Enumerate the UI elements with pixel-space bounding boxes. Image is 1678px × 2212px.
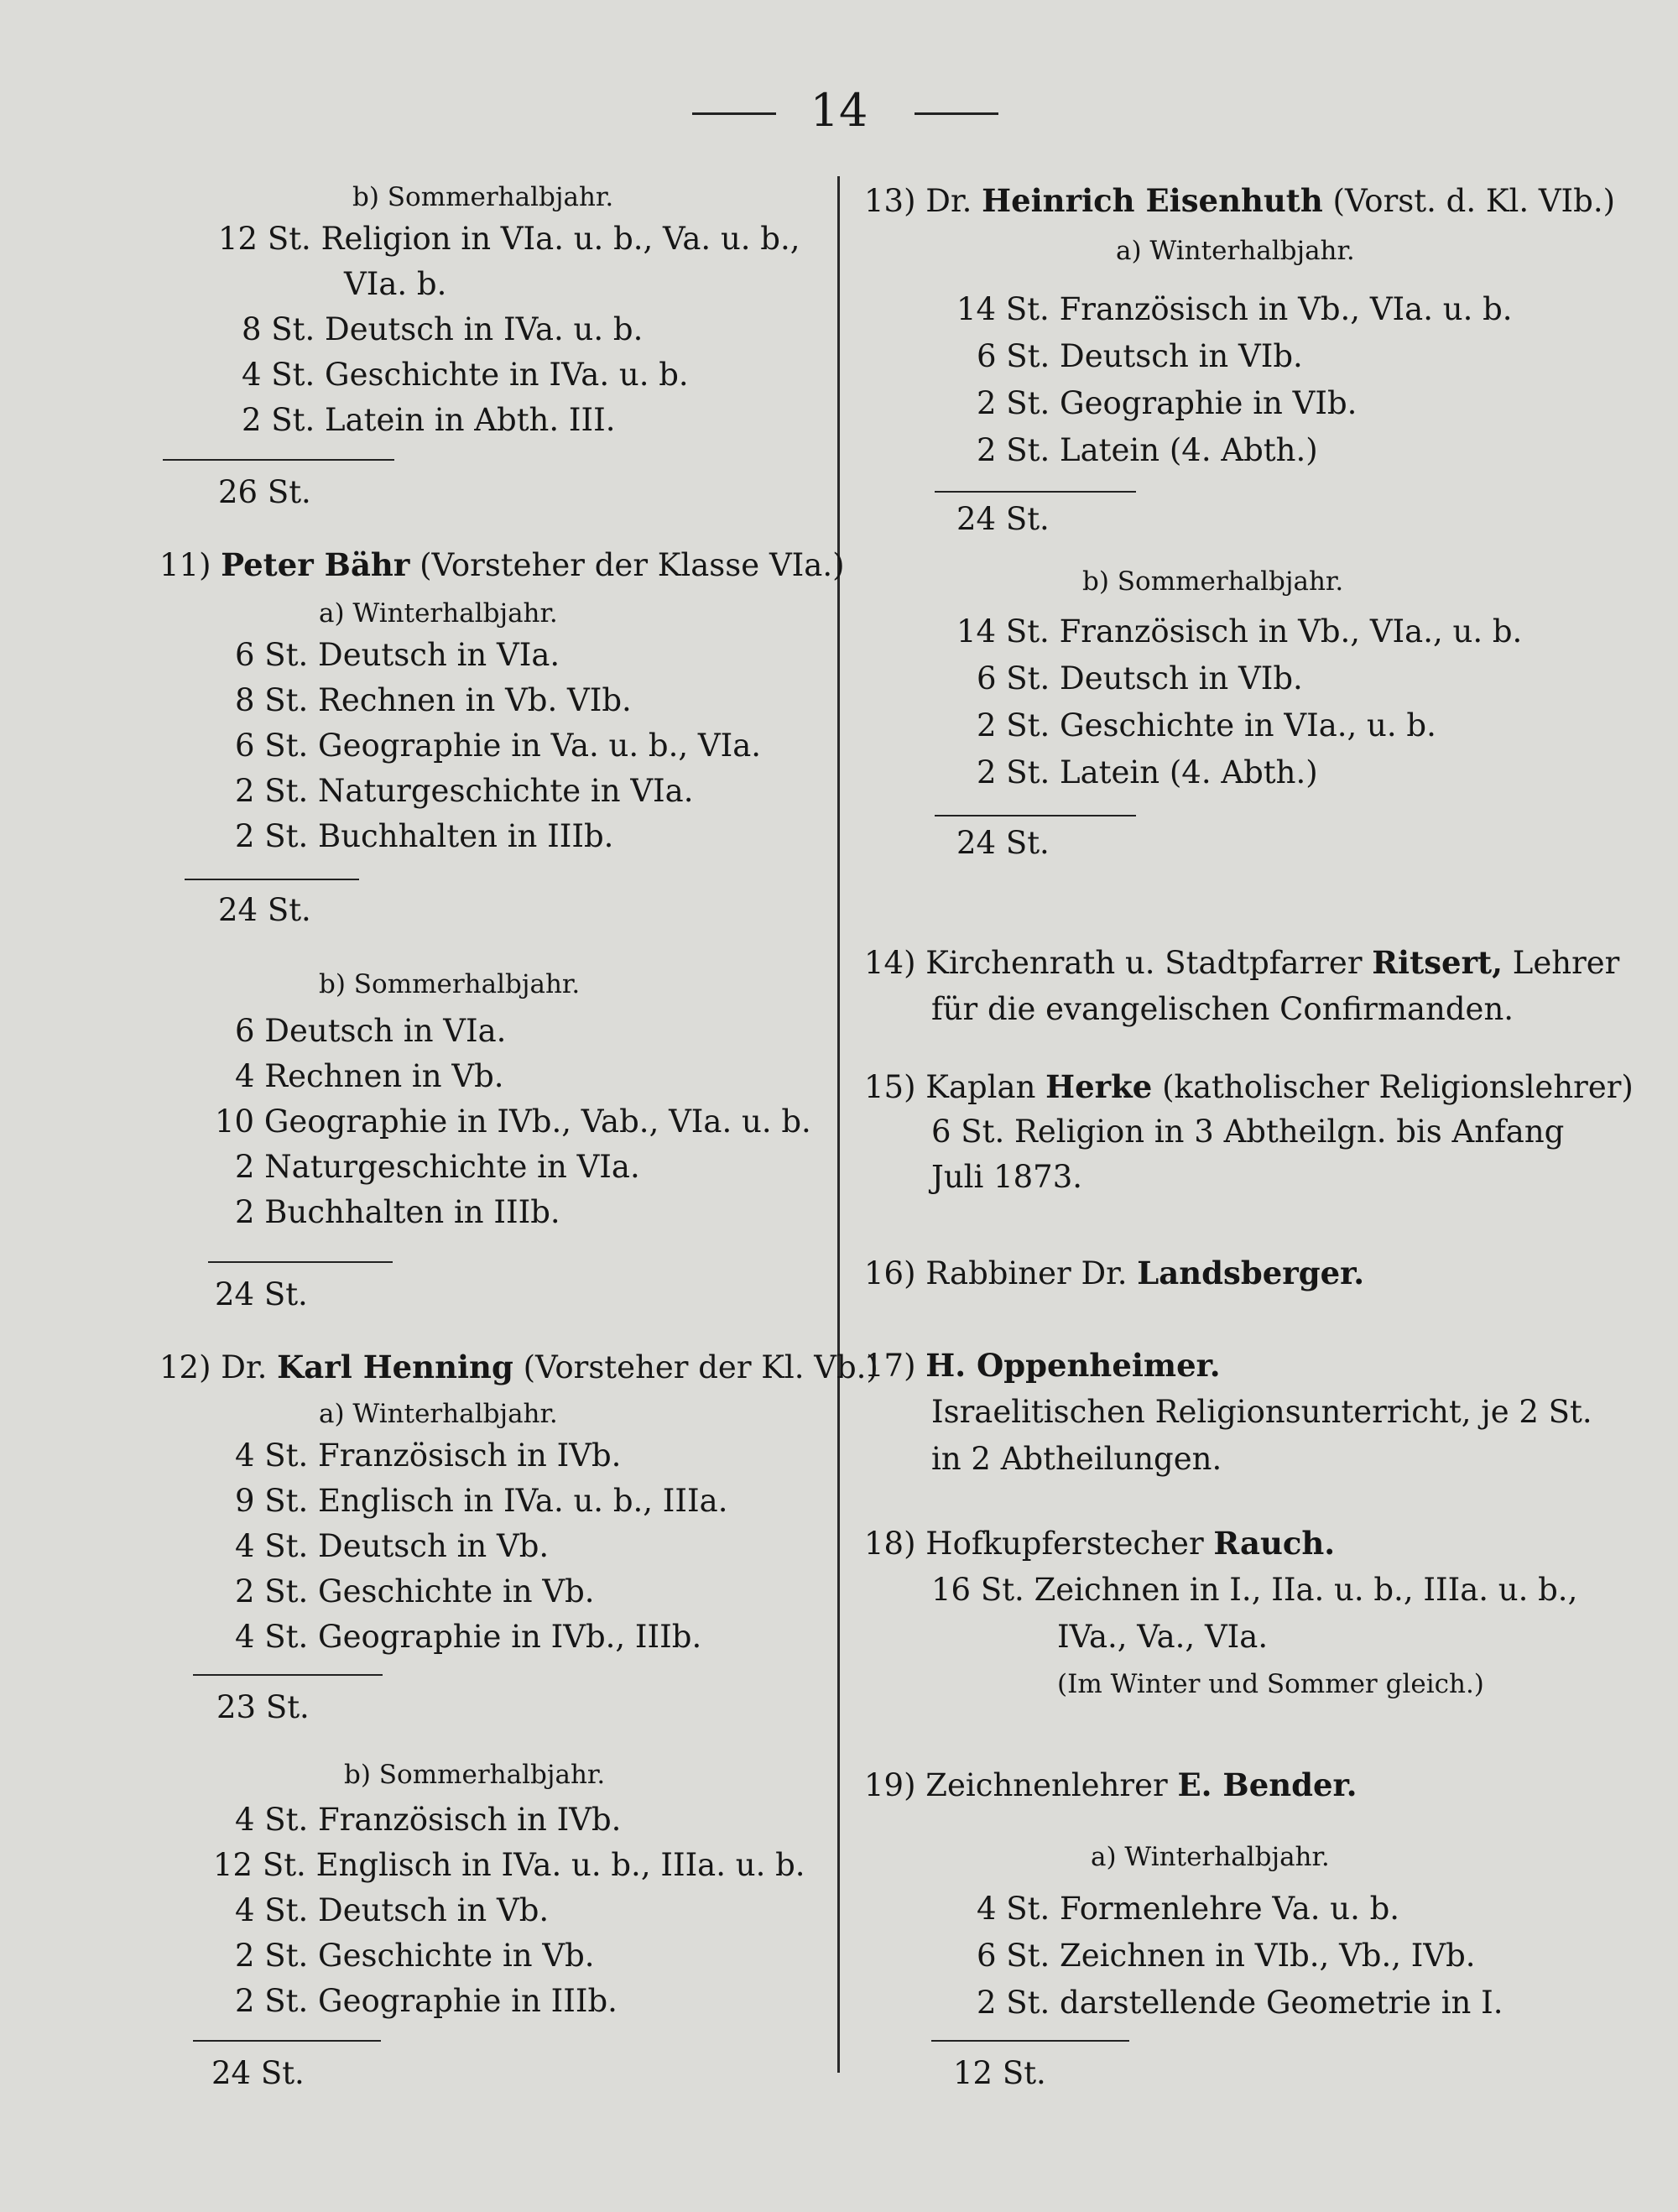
teacher-role: Kaplan <box>925 1069 1036 1105</box>
sum-rule <box>193 1674 383 1676</box>
teacher-role-suffix: Lehrer <box>1512 945 1620 981</box>
schedule-line: 2 St. Latein (4. Abth.) <box>977 754 1318 790</box>
teacher-name: H. Oppenheimer. <box>925 1347 1221 1384</box>
schedule-line: 2 St. Latein in Abth. III. <box>242 402 616 438</box>
schedule-line: 10 Geographie in IVb., Vab., VIa. u. b. <box>215 1103 811 1140</box>
entry-note: (Im Winter und Sommer gleich.) <box>1057 1669 1484 1699</box>
schedule-line: 6 St. Deutsch in VIb. <box>977 660 1303 696</box>
hours-total: 24 St. <box>956 501 1050 537</box>
sum-rule <box>931 2040 1129 2042</box>
schedule-line: 2 St. Buchhalten in IIIb. <box>235 818 614 854</box>
teacher-name: Rauch. <box>1213 1525 1336 1562</box>
teacher-entry-11 <box>159 546 845 583</box>
entry-number: 19) <box>864 1767 916 1803</box>
entry-detail: IVa., Va., VIa. <box>1057 1619 1269 1655</box>
teacher-name: Heinrich Eisenhuth <box>982 182 1323 219</box>
entry-detail: in 2 Abtheilungen. <box>931 1441 1222 1477</box>
schedule-line: 2 St. Geschichte in VIa., u. b. <box>977 707 1436 743</box>
teacher-name: Karl Henning <box>277 1349 513 1385</box>
semester-heading: b) Sommerhalbjahr. <box>319 969 581 999</box>
schedule-line: 6 St. Deutsch in VIa. <box>235 637 560 673</box>
teacher-role: Zeichnenlehrer <box>925 1767 1168 1803</box>
semester-heading: a) Winterhalbjahr. <box>319 1399 558 1429</box>
teacher-role: Rabbiner Dr. <box>925 1255 1128 1291</box>
entry-number: 18) <box>864 1526 916 1562</box>
semester-heading: a) Winterhalbjahr. <box>319 598 558 629</box>
schedule-line: 6 Deutsch in VIa. <box>235 1013 507 1049</box>
schedule-line: 4 St. Geographie in IVb., IIIb. <box>235 1619 702 1655</box>
teacher-role: (Vorst. d. Kl. VIb.) <box>1332 183 1616 219</box>
hours-total: 24 St. <box>218 892 311 928</box>
sum-rule <box>185 879 359 880</box>
hours-total: 23 St. <box>216 1689 310 1725</box>
semester-heading: a) Winterhalbjahr. <box>1091 1842 1330 1872</box>
schedule-line: 12 St. Religion in VIa. u. b., Va. u. b., <box>218 221 800 257</box>
schedule-line: 14 St. Französisch in Vb., VIa., u. b. <box>956 613 1523 650</box>
page-number-text: 14 <box>810 84 868 137</box>
schedule-line: 12 St. Englisch in IVa. u. b., IIIa. u. b. <box>213 1847 805 1883</box>
schedule-line: 4 St. Geschichte in IVa. u. b. <box>242 357 689 393</box>
teacher-entry-19 <box>864 1766 1358 1803</box>
teacher-name: Ritsert, <box>1372 944 1503 981</box>
schedule-line: 6 St. Geographie in Va. u. b., VIa. <box>235 728 762 764</box>
semester-heading: b) Sommerhalbjahr. <box>344 1760 606 1790</box>
schedule-line: 2 Buchhalten in IIIb. <box>235 1194 560 1230</box>
schedule-line: VIa. b. <box>344 266 447 302</box>
sum-rule <box>193 2040 381 2042</box>
entry-number: 16) <box>864 1255 916 1291</box>
hours-total: 26 St. <box>218 474 311 510</box>
schedule-line: 8 St. Deutsch in IVa. u. b. <box>242 311 644 347</box>
teacher-entry-14 <box>864 944 1619 981</box>
hours-total: 24 St. <box>956 825 1050 861</box>
column-divider <box>837 176 840 2073</box>
hours-total: 24 St. <box>215 1276 308 1312</box>
schedule-line: 2 St. Latein (4. Abth.) <box>977 432 1318 468</box>
schedule-line: 2 St. Geschichte in Vb. <box>235 1938 595 1974</box>
entry-detail: für die evangelischen Confirmanden. <box>931 991 1514 1027</box>
schedule-line: 2 St. Naturgeschichte in VIa. <box>235 773 694 809</box>
hours-total: 12 St. <box>953 2055 1046 2091</box>
schedule-line: 2 St. Geographie in VIb. <box>977 385 1358 421</box>
teacher-entry-12 <box>159 1349 878 1385</box>
entry-number: 11) <box>159 547 211 583</box>
teacher-name: E. Bender. <box>1177 1766 1358 1803</box>
semester-heading: b) Sommerhalbjahr. <box>1082 566 1344 597</box>
teacher-entry-16 <box>864 1255 1364 1291</box>
semester-heading: a) Winterhalbjahr. <box>1116 236 1355 266</box>
teacher-name: Herke <box>1045 1068 1153 1105</box>
schedule-line: 4 Rechnen in Vb. <box>235 1058 504 1094</box>
teacher-role: (Vorsteher der Klasse VIa.) <box>420 547 845 583</box>
schedule-line: 4 St. Deutsch in Vb. <box>235 1528 550 1564</box>
teacher-entry-15 <box>864 1068 1634 1105</box>
schedule-line: 2 St. Geschichte in Vb. <box>235 1573 595 1609</box>
teacher-role: Hofkupferstecher <box>925 1526 1204 1562</box>
teacher-name: Peter Bähr <box>221 546 410 583</box>
teacher-name: Landsberger. <box>1137 1255 1365 1291</box>
entry-number: 15) <box>864 1069 916 1105</box>
entry-detail: Juli 1873. <box>931 1159 1083 1195</box>
entry-detail: Israelitischen Religionsunterricht, je 2 St. <box>931 1394 1592 1430</box>
schedule-line: 9 St. Englisch in IVa. u. b., IIIa. <box>235 1483 728 1519</box>
entry-detail: 6 St. Religion in 3 Abtheilgn. bis Anfang <box>931 1114 1565 1150</box>
page-number-dash-right <box>915 112 998 115</box>
entry-number: 14) <box>864 945 916 981</box>
schedule-line: 6 St. Deutsch in VIb. <box>977 338 1303 374</box>
page-number <box>0 84 1678 137</box>
sum-rule <box>163 459 394 461</box>
entry-number: 12) <box>159 1349 211 1385</box>
teacher-role: (Vorsteher der Kl. Vb.) <box>523 1349 878 1385</box>
sum-rule <box>935 491 1136 493</box>
page-number-dash-left <box>692 112 776 115</box>
teacher-entry-18 <box>864 1525 1335 1562</box>
sum-rule <box>935 815 1136 816</box>
sum-rule <box>208 1261 393 1263</box>
schedule-line: 14 St. Französisch in Vb., VIa. u. b. <box>956 291 1513 327</box>
schedule-line: 2 St. darstellende Geometrie in I. <box>977 1985 1503 2021</box>
schedule-line: 4 St. Deutsch in Vb. <box>235 1892 550 1928</box>
entry-detail: 16 St. Zeichnen in I., IIa. u. b., IIIa. u. b., <box>931 1572 1578 1608</box>
schedule-line: 2 Naturgeschichte in VIa. <box>235 1149 640 1185</box>
schedule-line: 4 St. Französisch in IVb. <box>235 1802 622 1838</box>
teacher-title: Dr. <box>221 1349 268 1385</box>
semester-heading: b) Sommerhalbjahr. <box>352 182 614 212</box>
teacher-role-suffix: (katholischer Religionslehrer) <box>1162 1069 1634 1105</box>
schedule-line: 4 St. Formenlehre Va. u. b. <box>977 1891 1400 1927</box>
schedule-line: 4 St. Französisch in IVb. <box>235 1437 622 1474</box>
entry-number: 17) <box>864 1348 916 1384</box>
teacher-role: Kirchenrath u. Stadtpfarrer <box>925 945 1363 981</box>
schedule-line: 6 St. Zeichnen in VIb., Vb., IVb. <box>977 1938 1476 1974</box>
teacher-entry-13 <box>864 182 1615 219</box>
entry-number: 13) <box>864 183 916 219</box>
schedule-line: 8 St. Rechnen in Vb. VIb. <box>235 682 632 718</box>
teacher-entry-17 <box>864 1347 1221 1384</box>
hours-total: 24 St. <box>211 2055 305 2091</box>
schedule-line: 2 St. Geographie in IIIb. <box>235 1983 618 2019</box>
teacher-title: Dr. <box>925 183 972 219</box>
